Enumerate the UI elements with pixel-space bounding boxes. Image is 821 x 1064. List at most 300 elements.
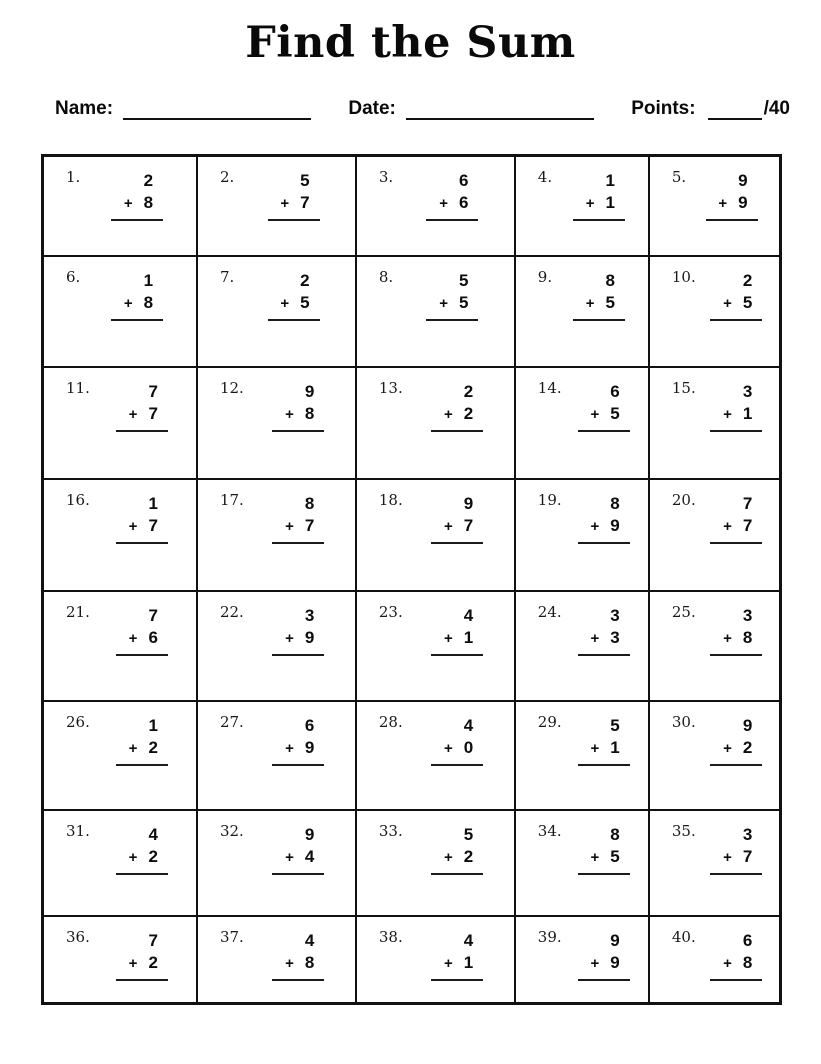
answer-line[interactable] xyxy=(111,319,163,321)
bottom-addend: 8 xyxy=(742,627,753,647)
problem-number: 3. xyxy=(378,167,394,186)
problem-number: 31. xyxy=(66,821,90,840)
bottom-addend: 1 xyxy=(463,627,474,647)
bottom-addend-row xyxy=(111,192,163,215)
addition-problem xyxy=(710,605,762,656)
bottom-addend-row xyxy=(272,846,324,869)
problems-grid xyxy=(41,154,782,1005)
bottom-addend: 3 xyxy=(610,627,620,647)
bottom-addend-row xyxy=(426,192,478,215)
bottom-addend-row xyxy=(578,737,630,760)
points-label: Points: xyxy=(631,97,696,119)
addition-problem xyxy=(116,605,168,656)
addition-problem xyxy=(710,715,762,766)
problem-number: 11. xyxy=(66,378,90,397)
top-addend: 3 xyxy=(742,381,753,401)
top-addend: 6 xyxy=(304,716,315,736)
top-addend: 7 xyxy=(148,605,158,625)
plus-sign: + xyxy=(444,629,453,647)
answer-line[interactable] xyxy=(116,654,168,656)
plus-sign: + xyxy=(590,955,600,973)
top-addend: 2 xyxy=(463,381,474,401)
bottom-addend: 9 xyxy=(304,738,315,758)
bottom-addend-row xyxy=(578,846,630,869)
top-addend: 2 xyxy=(300,271,310,291)
problem-cell xyxy=(515,156,649,257)
plus-sign: + xyxy=(285,740,294,758)
answer-line[interactable] xyxy=(710,430,762,432)
bottom-addend: 6 xyxy=(148,627,158,647)
addition-problem xyxy=(426,270,478,321)
answer-line[interactable] xyxy=(578,542,630,544)
problem-number: 30. xyxy=(671,713,696,732)
addition-problem xyxy=(573,270,625,321)
bottom-addend: 9 xyxy=(304,627,315,647)
problem-number: 12. xyxy=(219,378,244,397)
bottom-addend-row xyxy=(268,292,320,315)
bottom-addend: 5 xyxy=(459,293,469,313)
answer-line[interactable] xyxy=(268,319,320,321)
bottom-addend-row xyxy=(272,627,324,650)
bottom-addend-row xyxy=(431,737,483,760)
answer-line[interactable] xyxy=(710,542,762,544)
plus-sign: + xyxy=(280,295,290,313)
answer-line[interactable] xyxy=(706,219,758,221)
problem-cell xyxy=(649,701,780,809)
bottom-addend: 7 xyxy=(300,192,310,212)
bottom-addend: 4 xyxy=(304,846,315,866)
addition-problem xyxy=(578,930,630,981)
addition-problem xyxy=(578,381,630,432)
answer-line[interactable] xyxy=(116,764,168,766)
top-addend: 4 xyxy=(148,824,158,844)
bottom-addend: 1 xyxy=(610,738,620,758)
addition-problem xyxy=(578,715,630,766)
problem-number: 8. xyxy=(378,268,394,287)
problem-number: 33. xyxy=(378,821,403,840)
bottom-addend: 7 xyxy=(148,403,158,423)
plus-sign: + xyxy=(128,518,138,536)
problem-cell xyxy=(197,156,356,257)
plus-sign: + xyxy=(280,194,290,212)
plus-sign: + xyxy=(723,518,732,536)
bottom-addend: 9 xyxy=(610,953,620,973)
top-addend: 6 xyxy=(610,381,620,401)
problem-cell xyxy=(356,367,515,479)
plus-sign: + xyxy=(128,405,138,423)
bottom-addend-row xyxy=(431,627,483,650)
top-addend: 9 xyxy=(304,381,315,401)
answer-line[interactable] xyxy=(578,654,630,656)
top-addend: 5 xyxy=(300,170,310,190)
top-addend: 7 xyxy=(148,931,158,951)
addition-problem xyxy=(578,605,630,656)
top-addend: 9 xyxy=(610,931,620,951)
plus-sign: + xyxy=(723,955,732,973)
bottom-addend: 8 xyxy=(742,953,753,973)
bottom-addend-row xyxy=(578,627,630,650)
plus-sign: + xyxy=(444,518,453,536)
bottom-addend-row xyxy=(272,952,324,975)
plus-sign: + xyxy=(285,405,294,423)
answer-line[interactable] xyxy=(272,764,324,766)
addition-problem xyxy=(272,824,324,875)
problem-number: 25. xyxy=(671,602,696,621)
answer-line[interactable] xyxy=(573,319,625,321)
plus-sign: + xyxy=(444,405,453,423)
problem-cell xyxy=(43,256,197,366)
top-addend: 1 xyxy=(148,494,158,514)
bottom-addend: 5 xyxy=(300,293,310,313)
answer-line[interactable] xyxy=(272,542,324,544)
bottom-addend-row xyxy=(710,737,762,760)
answer-line[interactable] xyxy=(578,873,630,875)
addition-problem xyxy=(272,493,324,544)
bottom-addend-row xyxy=(272,515,324,538)
top-addend: 5 xyxy=(463,824,474,844)
top-addend: 5 xyxy=(610,716,620,736)
addition-problem xyxy=(578,493,630,544)
answer-line[interactable] xyxy=(578,764,630,766)
date-label: Date: xyxy=(348,97,396,119)
problem-cell xyxy=(515,916,649,1003)
top-addend: 3 xyxy=(742,605,753,625)
plus-sign: + xyxy=(585,194,595,212)
top-addend: 2 xyxy=(143,170,154,190)
points-input-line[interactable] xyxy=(708,100,762,120)
plus-sign: + xyxy=(718,194,728,212)
problem-cell xyxy=(197,479,356,590)
bottom-addend-row xyxy=(272,737,324,760)
problem-number: 18. xyxy=(378,491,403,510)
problem-cell xyxy=(649,256,780,366)
problem-cell xyxy=(649,810,780,917)
answer-line[interactable] xyxy=(431,542,483,544)
answer-line[interactable] xyxy=(578,979,630,981)
top-addend: 6 xyxy=(742,931,753,951)
bottom-addend-row xyxy=(710,403,762,426)
answer-line[interactable] xyxy=(116,430,168,432)
top-addend: 4 xyxy=(463,931,474,951)
name-label: Name: xyxy=(55,97,114,119)
bottom-addend: 8 xyxy=(304,953,315,973)
problem-number: 9. xyxy=(537,268,553,287)
answer-line[interactable] xyxy=(710,654,762,656)
answer-line[interactable] xyxy=(116,979,168,981)
addition-problem xyxy=(268,170,320,221)
bottom-addend-row xyxy=(116,737,168,760)
points-total: /40 xyxy=(763,97,790,119)
bottom-addend: 2 xyxy=(148,953,158,973)
answer-line[interactable] xyxy=(710,764,762,766)
plus-sign: + xyxy=(285,518,294,536)
problem-number: 16. xyxy=(66,491,90,510)
problem-cell xyxy=(356,916,515,1003)
plus-sign: + xyxy=(123,194,133,212)
bottom-addend-row xyxy=(431,403,483,426)
problem-cell xyxy=(43,916,197,1003)
name-field xyxy=(55,98,311,120)
top-addend: 8 xyxy=(605,271,615,291)
plus-sign: + xyxy=(444,955,453,973)
top-addend: 3 xyxy=(610,605,620,625)
top-addend: 1 xyxy=(143,271,154,291)
bottom-addend: 1 xyxy=(742,403,753,423)
answer-line[interactable] xyxy=(710,873,762,875)
bottom-addend-row xyxy=(268,192,320,215)
problem-number: 15. xyxy=(671,378,696,397)
problem-cell xyxy=(43,367,197,479)
plus-sign: + xyxy=(285,848,294,866)
addition-problem xyxy=(116,930,168,981)
bottom-addend-row xyxy=(573,292,625,315)
addition-problem xyxy=(573,170,625,221)
problem-cell xyxy=(356,810,515,917)
problem-cell xyxy=(515,367,649,479)
top-addend: 9 xyxy=(738,170,748,190)
answer-line[interactable] xyxy=(116,542,168,544)
date-input-line[interactable] xyxy=(406,100,594,120)
bottom-addend: 7 xyxy=(304,516,315,536)
problem-cell xyxy=(356,479,515,590)
problem-cell xyxy=(43,701,197,809)
addition-problem xyxy=(710,381,762,432)
problem-number: 2. xyxy=(219,167,235,186)
problem-cell xyxy=(197,810,356,917)
plus-sign: + xyxy=(723,848,732,866)
addition-problem xyxy=(272,605,324,656)
answer-line[interactable] xyxy=(710,979,762,981)
problem-cell xyxy=(43,591,197,701)
problem-cell xyxy=(649,156,780,257)
problem-cell xyxy=(197,367,356,479)
bottom-addend-row xyxy=(710,952,762,975)
problem-number: 38. xyxy=(378,928,403,947)
points-field xyxy=(631,98,790,120)
answer-line[interactable] xyxy=(431,979,483,981)
addition-problem xyxy=(431,930,483,981)
top-addend: 7 xyxy=(742,494,753,514)
plus-sign: + xyxy=(723,629,732,647)
top-addend: 8 xyxy=(304,494,315,514)
answer-line[interactable] xyxy=(426,319,478,321)
problem-cell xyxy=(649,916,780,1003)
answer-line[interactable] xyxy=(426,219,478,221)
problem-cell xyxy=(649,591,780,701)
addition-problem xyxy=(431,493,483,544)
bottom-addend-row xyxy=(116,952,168,975)
top-addend: 1 xyxy=(605,170,615,190)
top-addend: 4 xyxy=(463,716,474,736)
bottom-addend: 7 xyxy=(463,516,474,536)
problem-cell xyxy=(356,701,515,809)
top-addend: 1 xyxy=(148,716,158,736)
answer-line[interactable] xyxy=(573,219,625,221)
addition-problem xyxy=(272,715,324,766)
bottom-addend-row xyxy=(706,192,758,215)
problem-number: 5. xyxy=(671,167,687,186)
bottom-addend-row xyxy=(578,515,630,538)
problem-number: 40. xyxy=(671,928,696,947)
answer-line[interactable] xyxy=(272,873,324,875)
bottom-addend-row xyxy=(431,515,483,538)
top-addend: 3 xyxy=(304,605,315,625)
answer-line[interactable] xyxy=(431,430,483,432)
bottom-addend-row xyxy=(431,846,483,869)
problem-number: 7. xyxy=(219,268,235,287)
problem-number: 32. xyxy=(219,821,244,840)
bottom-addend-row xyxy=(116,846,168,869)
top-addend: 3 xyxy=(742,824,753,844)
addition-problem xyxy=(111,170,163,221)
plus-sign: + xyxy=(439,194,449,212)
problem-number: 20. xyxy=(671,491,696,510)
plus-sign: + xyxy=(285,629,294,647)
bottom-addend: 1 xyxy=(463,953,474,973)
plus-sign: + xyxy=(723,405,732,423)
problem-number: 6. xyxy=(66,268,81,287)
addition-problem xyxy=(111,270,163,321)
answer-line[interactable] xyxy=(268,219,320,221)
top-addend: 9 xyxy=(742,716,753,736)
bottom-addend-row xyxy=(116,403,168,426)
problem-cell xyxy=(649,367,780,479)
problem-number: 19. xyxy=(537,491,562,510)
answer-line[interactable] xyxy=(116,873,168,875)
plus-sign: + xyxy=(590,518,600,536)
addition-problem xyxy=(710,824,762,875)
problem-number: 27. xyxy=(219,713,244,732)
bottom-addend: 5 xyxy=(605,293,615,313)
addition-problem xyxy=(116,381,168,432)
bottom-addend-row xyxy=(710,515,762,538)
problem-number: 23. xyxy=(378,602,403,621)
problem-number: 39. xyxy=(537,928,562,947)
addition-problem xyxy=(431,605,483,656)
answer-line[interactable] xyxy=(431,654,483,656)
answer-line[interactable] xyxy=(431,764,483,766)
plus-sign: + xyxy=(439,295,449,313)
problem-cell xyxy=(515,479,649,590)
addition-problem xyxy=(116,493,168,544)
top-addend: 8 xyxy=(610,494,620,514)
problem-number: 14. xyxy=(537,378,562,397)
top-addend: 8 xyxy=(610,824,620,844)
answer-line[interactable] xyxy=(272,654,324,656)
plus-sign: + xyxy=(285,955,294,973)
bottom-addend-row xyxy=(116,515,168,538)
top-addend: 9 xyxy=(463,494,474,514)
plus-sign: + xyxy=(723,295,732,313)
plus-sign: + xyxy=(128,955,138,973)
answer-line[interactable] xyxy=(578,430,630,432)
bottom-addend-row xyxy=(710,846,762,869)
addition-problem xyxy=(706,170,758,221)
bottom-addend: 2 xyxy=(463,403,474,423)
bottom-addend: 2 xyxy=(148,738,158,758)
problem-cell xyxy=(197,256,356,366)
bottom-addend-row xyxy=(111,292,163,315)
plus-sign: + xyxy=(444,740,453,758)
problem-cell xyxy=(197,916,356,1003)
addition-problem xyxy=(431,715,483,766)
bottom-addend: 1 xyxy=(605,192,615,212)
bottom-addend-row xyxy=(710,627,762,650)
answer-line[interactable] xyxy=(111,219,163,221)
bottom-addend-row xyxy=(272,403,324,426)
answer-line[interactable] xyxy=(710,319,762,321)
bottom-addend: 2 xyxy=(463,846,474,866)
answer-line[interactable] xyxy=(431,873,483,875)
problem-number: 37. xyxy=(219,928,244,947)
answer-line[interactable] xyxy=(272,430,324,432)
problem-cell xyxy=(356,156,515,257)
addition-problem xyxy=(431,381,483,432)
bottom-addend-row xyxy=(573,192,625,215)
addition-problem xyxy=(431,824,483,875)
problem-number: 26. xyxy=(66,713,90,732)
problem-cell xyxy=(515,701,649,809)
bottom-addend-row xyxy=(710,292,762,315)
addition-problem xyxy=(710,270,762,321)
problem-cell xyxy=(43,156,197,257)
plus-sign: + xyxy=(590,740,600,758)
bottom-addend: 2 xyxy=(742,738,753,758)
problem-number: 24. xyxy=(537,602,562,621)
top-addend: 6 xyxy=(459,170,469,190)
bottom-addend: 0 xyxy=(463,738,474,758)
answer-line[interactable] xyxy=(272,979,324,981)
problem-cell xyxy=(515,256,649,366)
plus-sign: + xyxy=(723,740,732,758)
problem-number: 1. xyxy=(66,167,81,186)
addition-problem xyxy=(116,715,168,766)
plus-sign: + xyxy=(444,848,453,866)
problem-number: 29. xyxy=(537,713,562,732)
worksheet-page xyxy=(0,16,821,1064)
bottom-addend: 8 xyxy=(304,403,315,423)
bottom-addend: 6 xyxy=(459,192,469,212)
bottom-addend: 5 xyxy=(610,403,620,423)
addition-problem xyxy=(578,824,630,875)
problem-number: 13. xyxy=(378,378,403,397)
bottom-addend-row xyxy=(426,292,478,315)
addition-problem xyxy=(268,270,320,321)
bottom-addend: 8 xyxy=(143,293,154,313)
bottom-addend: 9 xyxy=(738,192,748,212)
addition-problem xyxy=(710,493,762,544)
plus-sign: + xyxy=(128,629,138,647)
problem-cell xyxy=(649,479,780,590)
top-addend: 9 xyxy=(304,824,315,844)
problem-number: 35. xyxy=(671,821,696,840)
name-input-line[interactable] xyxy=(123,100,311,120)
bottom-addend: 8 xyxy=(143,192,154,212)
addition-problem xyxy=(710,930,762,981)
bottom-addend-row xyxy=(578,952,630,975)
problem-cell xyxy=(43,810,197,917)
bottom-addend: 7 xyxy=(742,516,753,536)
problem-cell xyxy=(356,256,515,366)
top-addend: 7 xyxy=(148,381,158,401)
problem-cell xyxy=(43,479,197,590)
bottom-addend-row xyxy=(578,403,630,426)
problem-cell xyxy=(515,591,649,701)
problem-cell xyxy=(515,810,649,917)
plus-sign: + xyxy=(590,405,600,423)
bottom-addend-row xyxy=(116,627,168,650)
problem-number: 28. xyxy=(378,713,403,732)
